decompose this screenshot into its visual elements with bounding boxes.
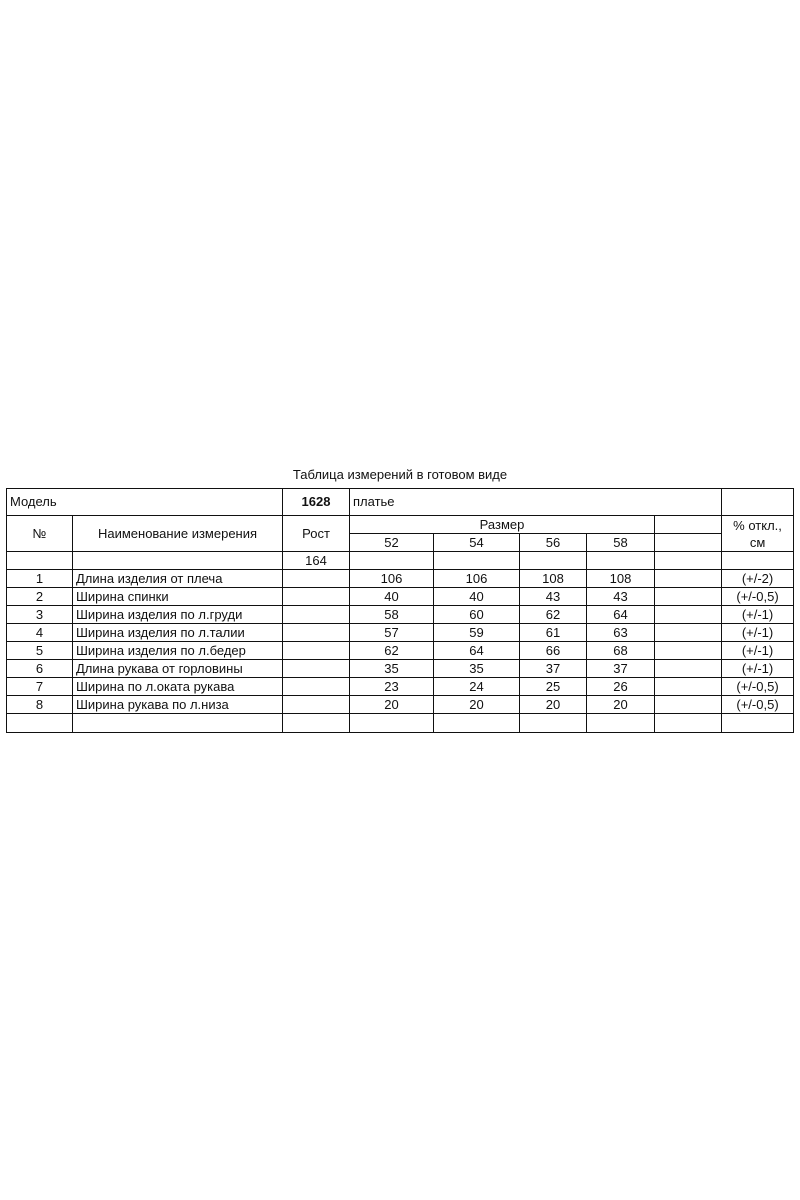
empty-cell bbox=[655, 660, 722, 678]
row-value-52: 57 bbox=[350, 624, 434, 642]
row-value-58: 68 bbox=[587, 642, 655, 660]
row-name: Ширина изделия по л.талии bbox=[73, 624, 283, 642]
row-value-58: 108 bbox=[587, 570, 655, 588]
row-value-58: 43 bbox=[587, 588, 655, 606]
row-value-58: 20 bbox=[587, 696, 655, 714]
row-name: Ширина изделия по л.груди bbox=[73, 606, 283, 624]
measurements-table bbox=[6, 488, 794, 733]
row-value-56: 108 bbox=[520, 570, 587, 588]
table-row bbox=[7, 570, 794, 588]
empty-cell bbox=[350, 552, 434, 570]
empty-cell bbox=[655, 588, 722, 606]
empty-cell bbox=[655, 678, 722, 696]
empty-cell bbox=[283, 624, 350, 642]
empty-cell bbox=[73, 714, 283, 733]
row-value-52: 62 bbox=[350, 642, 434, 660]
row-value-58: 63 bbox=[587, 624, 655, 642]
model-type: платье bbox=[350, 489, 722, 516]
row-value-58: 64 bbox=[587, 606, 655, 624]
header-name: Наименование измерения bbox=[73, 516, 283, 552]
size-58: 58 bbox=[587, 534, 655, 552]
row-name: Ширина рукава по л.низа bbox=[73, 696, 283, 714]
row-number: 4 bbox=[7, 624, 73, 642]
empty-cell bbox=[655, 624, 722, 642]
empty-cell bbox=[722, 489, 794, 516]
row-value-54: 24 bbox=[434, 678, 520, 696]
row-value-56: 61 bbox=[520, 624, 587, 642]
row-value-56: 62 bbox=[520, 606, 587, 624]
table-row bbox=[7, 678, 794, 696]
row-value-58: 26 bbox=[587, 678, 655, 696]
table-row bbox=[7, 606, 794, 624]
row-tolerance: (+/-1) bbox=[722, 642, 794, 660]
table-row bbox=[7, 696, 794, 714]
row-tolerance: (+/-1) bbox=[722, 660, 794, 678]
table-row bbox=[7, 588, 794, 606]
empty-cell bbox=[7, 552, 73, 570]
empty-cell bbox=[350, 714, 434, 733]
empty-cell bbox=[434, 714, 520, 733]
row-tolerance: (+/-1) bbox=[722, 606, 794, 624]
row-number: 3 bbox=[7, 606, 73, 624]
row-value-56: 37 bbox=[520, 660, 587, 678]
empty-cell bbox=[655, 642, 722, 660]
empty-cell bbox=[655, 696, 722, 714]
height-row bbox=[7, 552, 794, 570]
row-name: Ширина спинки bbox=[73, 588, 283, 606]
empty-cell bbox=[283, 696, 350, 714]
height-value: 164 bbox=[283, 552, 350, 570]
empty-cell bbox=[722, 714, 794, 733]
empty-cell bbox=[283, 642, 350, 660]
empty-cell bbox=[520, 552, 587, 570]
table-row bbox=[7, 642, 794, 660]
row-value-56: 25 bbox=[520, 678, 587, 696]
row-number: 8 bbox=[7, 696, 73, 714]
size-52: 52 bbox=[350, 534, 434, 552]
row-value-54: 35 bbox=[434, 660, 520, 678]
model-number: 1628 bbox=[283, 489, 350, 516]
row-value-54: 20 bbox=[434, 696, 520, 714]
row-name: Длина изделия от плеча bbox=[73, 570, 283, 588]
row-value-52: 58 bbox=[350, 606, 434, 624]
empty-cell bbox=[722, 552, 794, 570]
empty-cell bbox=[73, 552, 283, 570]
empty-cell bbox=[655, 714, 722, 733]
row-value-54: 106 bbox=[434, 570, 520, 588]
empty-cell bbox=[283, 714, 350, 733]
row-value-52: 40 bbox=[350, 588, 434, 606]
header-size: Размер bbox=[350, 516, 655, 534]
empty-cell bbox=[587, 552, 655, 570]
row-value-54: 59 bbox=[434, 624, 520, 642]
empty-cell bbox=[655, 516, 722, 534]
empty-cell bbox=[283, 588, 350, 606]
empty-cell bbox=[434, 552, 520, 570]
empty-cell bbox=[655, 534, 722, 552]
row-value-52: 20 bbox=[350, 696, 434, 714]
row-tolerance: (+/-0,5) bbox=[722, 588, 794, 606]
row-value-52: 106 bbox=[350, 570, 434, 588]
table-row bbox=[7, 624, 794, 642]
row-number: 5 bbox=[7, 642, 73, 660]
row-tolerance: (+/-0,5) bbox=[722, 678, 794, 696]
row-name: Длина рукава от горловины bbox=[73, 660, 283, 678]
empty-cell bbox=[655, 570, 722, 588]
row-tolerance: (+/-2) bbox=[722, 570, 794, 588]
empty-cell bbox=[283, 570, 350, 588]
row-value-54: 40 bbox=[434, 588, 520, 606]
size-56: 56 bbox=[520, 534, 587, 552]
row-name: Ширина изделия по л.бедер bbox=[73, 642, 283, 660]
size-54: 54 bbox=[434, 534, 520, 552]
row-value-54: 60 bbox=[434, 606, 520, 624]
model-label: Модель bbox=[7, 489, 283, 516]
empty-row bbox=[7, 714, 794, 733]
row-value-56: 66 bbox=[520, 642, 587, 660]
empty-cell bbox=[587, 714, 655, 733]
empty-cell bbox=[7, 714, 73, 733]
model-row bbox=[7, 489, 794, 516]
table-row bbox=[7, 660, 794, 678]
row-tolerance: (+/-0,5) bbox=[722, 696, 794, 714]
header-height: Рост bbox=[283, 516, 350, 552]
empty-cell bbox=[283, 606, 350, 624]
row-number: 6 bbox=[7, 660, 73, 678]
row-number: 2 bbox=[7, 588, 73, 606]
row-value-56: 20 bbox=[520, 696, 587, 714]
empty-cell bbox=[520, 714, 587, 733]
row-tolerance: (+/-1) bbox=[722, 624, 794, 642]
row-value-52: 23 bbox=[350, 678, 434, 696]
header-no: № bbox=[7, 516, 73, 552]
header-tolerance: % откл., см bbox=[722, 516, 794, 552]
row-number: 1 bbox=[7, 570, 73, 588]
row-value-58: 37 bbox=[587, 660, 655, 678]
header-row bbox=[7, 516, 794, 534]
empty-cell bbox=[655, 606, 722, 624]
empty-cell bbox=[655, 552, 722, 570]
row-number: 7 bbox=[7, 678, 73, 696]
table-title: Таблица измерений в готовом виде bbox=[292, 467, 508, 482]
row-value-56: 43 bbox=[520, 588, 587, 606]
empty-cell bbox=[283, 660, 350, 678]
row-name: Ширина по л.оката рукава bbox=[73, 678, 283, 696]
row-value-54: 64 bbox=[434, 642, 520, 660]
row-value-52: 35 bbox=[350, 660, 434, 678]
empty-cell bbox=[283, 678, 350, 696]
